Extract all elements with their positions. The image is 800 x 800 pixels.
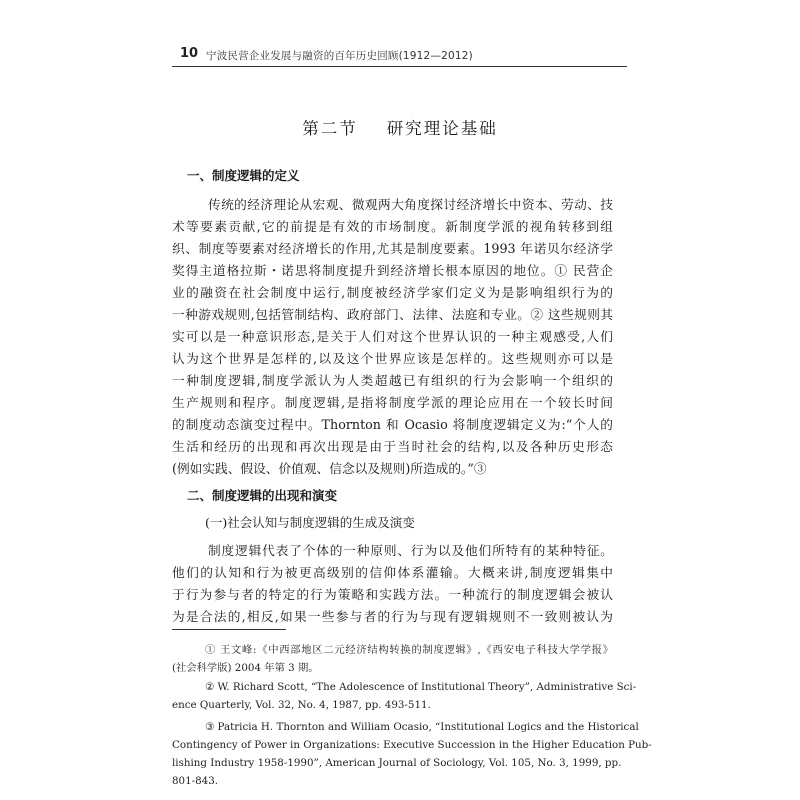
text-line: 传统的经济理论从宏观、微观两大角度探讨经济增长中资本、劳动、技 [208, 197, 613, 212]
text-line: 一种制度逻辑,制度学派认为人类超越已有组织的行为会影响一个组织的 [172, 373, 613, 388]
footnote-line: ② W. Richard Scott, “The Adolescence of Institutional Theory”, Administrative Sci- [205, 681, 637, 693]
heading-institutional-logic-definition: 一、制度逻辑的定义 [187, 168, 300, 183]
subheading-social-cognition: (一)社会认知与制度逻辑的生成及演变 [205, 515, 415, 530]
footnote-line: 801-843. [172, 775, 219, 787]
text-line: 认为这个世界是怎样的,以及这个世界应该是怎样的。这些规则亦可以是 [172, 351, 613, 366]
footnote-line: lishing Industry 1958-1990”, American Journal of Sociology, Vol. 105, No. 3, 1999, pp. [172, 757, 622, 769]
text-line: 制度逻辑代表了个体的一种原则、行为以及他们所特有的某种特征。 [208, 543, 613, 558]
text-line: 的制度动态演变过程中。Thornton 和 Ocasio 将制度逻辑定义为:“个人的 [172, 417, 613, 432]
footnote-line: ence Quarterly, Vol. 32, No. 4, 1987, pp. 493-511. [172, 699, 431, 711]
text-line: 一种游戏规则,包括管制结构、政府部门、法律、法庭和专业。② 这些规则其 [172, 307, 613, 322]
text-line: (例如实践、假设、价值观、信念以及规则)所造成的。”③ [172, 461, 487, 476]
text-line: 实可以是一种意识形态,是关于人们对这个世界认识的一种主观感受,人们 [172, 329, 613, 344]
text-line: 业的融资在社会制度中运行,制度被经济学家们定义为是影响组织行为的 [172, 285, 613, 300]
footnote-line: (社会科学版) 2004 年第 3 期。 [172, 662, 319, 674]
section-title: 第二节 研究理论基础 [302, 119, 498, 138]
text-line: 织、制度等要素对经济增长的作用,尤其是制度要素。1993 年诺贝尔经济学 [172, 241, 613, 256]
text-line: 他们的认知和行为被更高级别的信仰体系灌输。大概来讲,制度逻辑集中 [172, 565, 613, 580]
text-line: 生产规则和程序。制度逻辑,是指将制度学派的理论应用在一个较长时间 [172, 395, 613, 410]
heading-emergence-evolution: 二、制度逻辑的出现和演变 [187, 488, 338, 503]
footnote-separator [172, 629, 286, 630]
text-line: 于行为参与者的特定的行为策略和实践方法。一种流行的制度逻辑会被认 [172, 587, 613, 602]
text-line: 为是合法的,相反,如果一些参与者的行为与现有逻辑规则不一致则被认为 [172, 609, 613, 624]
footnote-line: ① 王文峰:《中西部地区二元经济结构转换的制度逻辑》,《西安电子科技大学学报》 [205, 644, 613, 656]
footnote-line: ③ Patricia H. Thornton and William Ocasio, “Institutional Logics and the Historical [205, 721, 639, 733]
running-header [172, 40, 627, 67]
footnote-line: Contingency of Power in Organizations: Executive Succession in the Higher Education Pub- [172, 739, 652, 751]
text-line: 术等要素贡献,它的前提是有效的市场制度。新制度学派的视角转移到组 [172, 219, 613, 234]
page-number: 10 [180, 46, 199, 61]
text-line: 生活和经历的出现和再次出现是由于当时社会的结构,以及各种历史形态 [172, 439, 613, 454]
text-line: 奖得主道格拉斯・诺思将制度提升到经济增长根本原因的地位。① 民营企 [172, 263, 613, 278]
running-head-title: 宁波民营企业发展与融资的百年历史回顾(1912—2012) [206, 50, 473, 62]
